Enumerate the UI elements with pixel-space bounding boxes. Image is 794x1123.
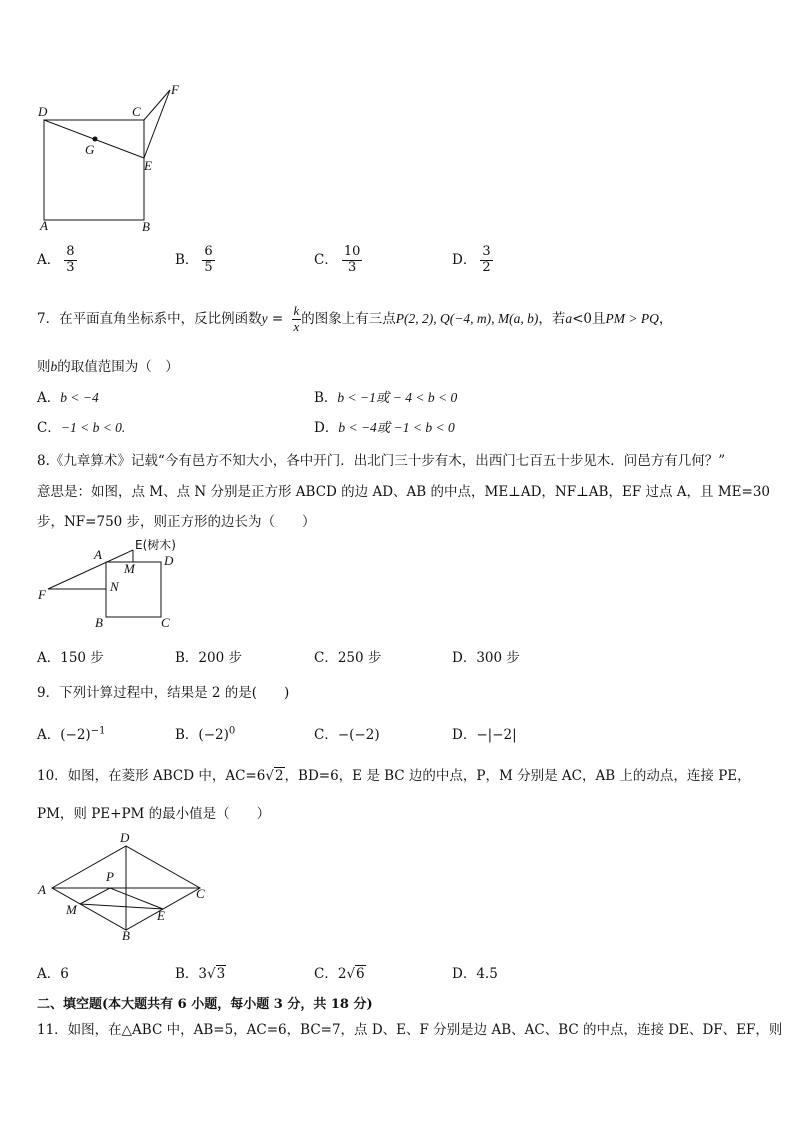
q8-stem-line1: 8.《九章算术》记载“今有邑方不知大小，各中开门．出北门三十步有木，出西门七百五十步见木．问邑方有几何？” [37, 453, 726, 469]
section-2-title: 二、填空题(本大题共有 6 小题，每小题 3 分，共 18 分) [37, 997, 373, 1012]
q9-option-b[interactable]: B．$(-2)^0$ [175, 725, 236, 743]
label-D: D [120, 830, 130, 845]
q10-stem-line1: 10．如图，在菱形 ABCD 中，AC=6√2，BD=6，E 是 BC 边的中点，P，M 分别是 AC，AB 上的动点，连接 PE， [37, 768, 751, 784]
q7-option-a[interactable]: A．b < −4 [37, 390, 99, 406]
q11-stem-line1: 11．如图，在△ABC 中，AB=5，AC=6，BC=7，点 D、E、F 分别是边 AB、AC、BC 的中点，连接 DE、DF、EF，则 [37, 1022, 783, 1038]
label-M: M [124, 561, 135, 576]
label-B: B [95, 615, 103, 630]
q6-option-b[interactable]: B． $\frac{6}{5}$ [175, 244, 213, 275]
q10-option-c[interactable]: C．2√6 [314, 966, 365, 982]
label-B: B [142, 219, 150, 234]
label-P: P [106, 869, 114, 884]
label-G: G [85, 142, 95, 157]
q8-stem-line3: 步，NF=750 步，则正方形的边长为（ ） [37, 514, 316, 530]
label-C: C [132, 104, 141, 119]
q6-option-a[interactable]: A． $\frac{8}{3}$ [37, 244, 75, 275]
q10-option-a[interactable]: A．6 [37, 966, 69, 982]
label-A: A [40, 218, 48, 233]
q10-stem-line2: PM，则 PE+PM 的最小值是（ ） [37, 806, 271, 822]
q7-stem-line2: 则b的取值范围为（ ） [37, 359, 179, 375]
label-E: E(树木) [135, 538, 176, 552]
q7-option-b[interactable]: B．b < −1或 − 4 < b < 0 [314, 390, 458, 406]
q8-option-c[interactable]: C．250 步 [314, 650, 382, 666]
label-A: A [38, 882, 46, 897]
label-C: C [196, 886, 205, 901]
q6-figure [30, 80, 200, 240]
label-E: E [144, 158, 152, 173]
q8-stem-line2: 意思是：如图，点 M、点 N 分别是正方形 ABCD 的边 AD、AB 的中点，ME⊥AD，NF⊥AB，EF 过点 A，且 ME=30 [37, 484, 770, 500]
q8-figure [30, 537, 210, 632]
q7-option-d[interactable]: D．b < −4或 −1 < b < 0 [314, 420, 455, 436]
q9-option-a[interactable]: A．$(-2)^{-1}$ [37, 725, 106, 743]
q8-option-d[interactable]: D．300 步 [452, 650, 520, 666]
label-D: D [164, 553, 174, 568]
q7-option-c[interactable]: C．−1 < b < 0. [37, 420, 126, 436]
q10-option-b[interactable]: B．3√3 [175, 966, 226, 982]
q9-stem: 9．下列计算过程中，结果是 2 的是( ) [37, 685, 290, 701]
label-F: F [171, 82, 179, 97]
q10-option-d[interactable]: D．4.5 [452, 966, 498, 982]
q8-option-a[interactable]: A．150 步 [37, 650, 104, 666]
label-E: E [157, 908, 165, 923]
q9-option-c[interactable]: C．−(−2) [314, 727, 380, 743]
label-A: A [94, 547, 102, 562]
q9-option-d[interactable]: D．−|−2| [452, 727, 517, 743]
q6-option-d[interactable]: D． $\frac{3}{2}$ [452, 244, 491, 275]
q6-option-c[interactable]: C． $\frac{10}{3}$ [314, 244, 361, 275]
label-B: B [122, 928, 130, 943]
label-D: D [38, 104, 48, 119]
q8-option-b[interactable]: B．200 步 [175, 650, 242, 666]
label-M: M [66, 902, 77, 917]
label-F: F [38, 587, 46, 602]
label-N: N [110, 579, 119, 594]
label-C: C [161, 615, 170, 630]
q10-figure [30, 828, 220, 943]
q7-stem-line1: 7．在平面直角坐标系中，反比例函数y = $\frac{k}{x}$ 的图象上有三点P(2, 2), Q(−4, m), M(a, b)，若a<0且PM > PQ， [37, 303, 673, 334]
